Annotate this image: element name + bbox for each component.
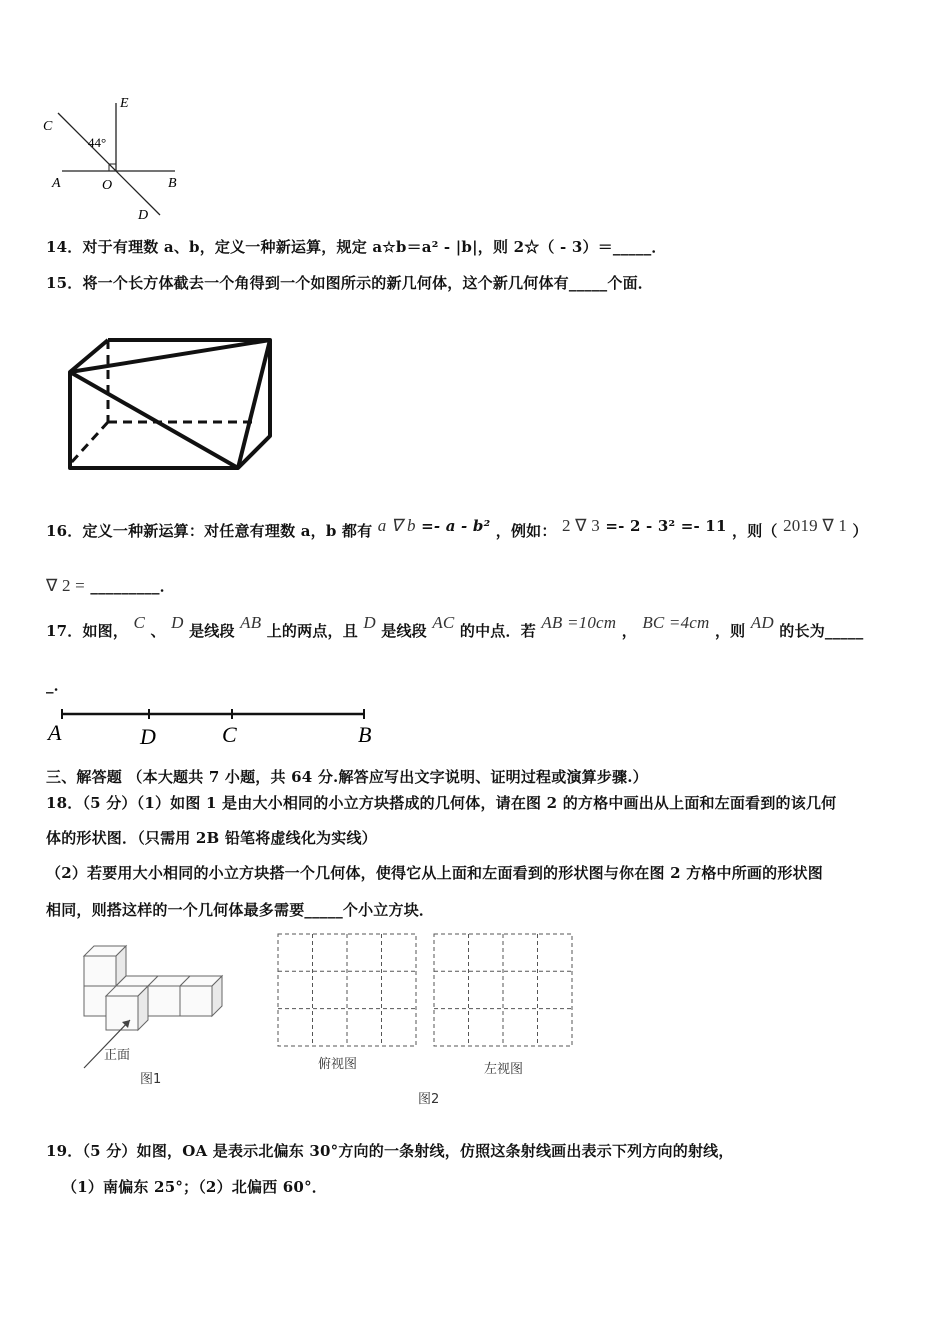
top-view-grid <box>276 932 420 1050</box>
q17-t5: ，则 <box>714 622 746 640</box>
question-18-line1: 18．（5 分）（1）如图 1 是由大小相同的小立方块搭成的几何体，请在图 2 的方格中画出从上面和左面看到的该几何 <box>46 794 837 812</box>
q16-mid: ，例如： <box>495 522 557 540</box>
label-D: D <box>138 208 149 223</box>
question-14: 14．对于有理数 a、b，定义一种新运算，规定 a☆b＝a² - |b|，则 2☆（ - 3）＝_____． <box>46 238 667 256</box>
q17-given1: AB =10cm <box>541 613 617 632</box>
label-E: E <box>120 96 129 111</box>
point-A: A <box>48 720 62 745</box>
q16-def-lhs: a ∇ b <box>377 516 416 535</box>
q17-D2: D <box>363 613 376 632</box>
q16-line2-blank: _________． <box>90 577 175 595</box>
question-18-line2: 体的形状图．（只需用 2B 铅笔将虚线化为实线） <box>46 829 377 847</box>
q17-num: 17．如图， <box>46 622 129 640</box>
q17-AC: AC <box>432 613 455 632</box>
angle-figure <box>40 95 190 225</box>
q17-D: D <box>171 613 184 632</box>
q17-t4: 的中点．若 <box>459 622 536 640</box>
q16-line2-expr: ∇ 2 = <box>46 576 85 595</box>
question-18-line3: （2）若要用大小相同的小立方块搭一个几何体，使得它从上面和左面看到的形状图与你在图 2 方格中所画的形状图 <box>46 864 823 882</box>
question-18-line4: 相同，则搭这样的一个几何体最多需要_____个小立方块． <box>46 901 435 919</box>
label-C: C <box>43 119 53 134</box>
point-B: B <box>358 722 372 747</box>
q16-def-rhs: =- a - b² <box>421 517 491 535</box>
figure-2-caption: 图2 <box>418 1092 440 1107</box>
q16-then: ，则（ <box>732 522 778 540</box>
question-19-line1: 19．（5 分）如图，OA 是表示北偏东 30°方向的一条射线，仿照这条射线画出表示下列方向的射线， <box>46 1142 734 1160</box>
question-19-line2: （1）南偏东 25°；（2）北偏西 60°． <box>62 1178 327 1196</box>
q17-AB: AB <box>240 613 262 632</box>
q17-AD: AD <box>750 613 774 632</box>
left-view-grid <box>432 932 576 1050</box>
figure-1-caption: 图1 <box>140 1072 162 1087</box>
question-17 <box>46 613 864 641</box>
q16-ex-rhs: =- 2 - 3² =- 11 <box>605 517 727 535</box>
q17-given2: BC =4cm <box>642 613 710 632</box>
q17-comma: ， <box>621 622 637 640</box>
q16-close: ） <box>852 522 868 540</box>
angle-44: 44° <box>88 135 107 150</box>
label-B: B <box>168 176 177 191</box>
point-D: D <box>140 724 156 749</box>
front-label: 正面 <box>104 1048 131 1063</box>
q17-t6: 的长为_____ <box>779 622 864 640</box>
section-3-heading: 三、解答题 （本大题共 7 小题，共 64 分.解答应写出文字说明、证明过程或演算步骤.） <box>46 768 648 786</box>
question-16-line2 <box>46 575 175 596</box>
left-view-caption: 左视图 <box>484 1062 524 1077</box>
q16-ex-lhs: 2 ∇ 3 <box>562 516 600 535</box>
label-O: O <box>102 178 113 193</box>
top-view-caption: 俯视图 <box>318 1057 358 1072</box>
q17-sep: 、 <box>150 622 166 640</box>
q16-question-expr: 2019 ∇ 1 <box>783 516 848 535</box>
q17-t2: 上的两点，且 <box>266 622 358 640</box>
q17-t1: 是线段 <box>189 622 235 640</box>
label-A: A <box>52 176 61 191</box>
q16-prefix: 16．定义一种新运算：对任意有理数 a，b 都有 <box>46 522 373 540</box>
cube-stack-figure <box>76 938 236 1088</box>
q17-C: C <box>133 613 146 632</box>
segment-figure <box>42 700 387 750</box>
cuboid-figure <box>62 332 282 477</box>
q17-t3: 是线段 <box>381 622 427 640</box>
point-C: C <box>222 722 237 747</box>
question-16 <box>46 516 868 541</box>
question-17-cont: _． <box>46 676 69 694</box>
question-15: 15．将一个长方体截去一个角得到一个如图所示的新几何体，这个新几何体有_____个面． <box>46 274 653 292</box>
